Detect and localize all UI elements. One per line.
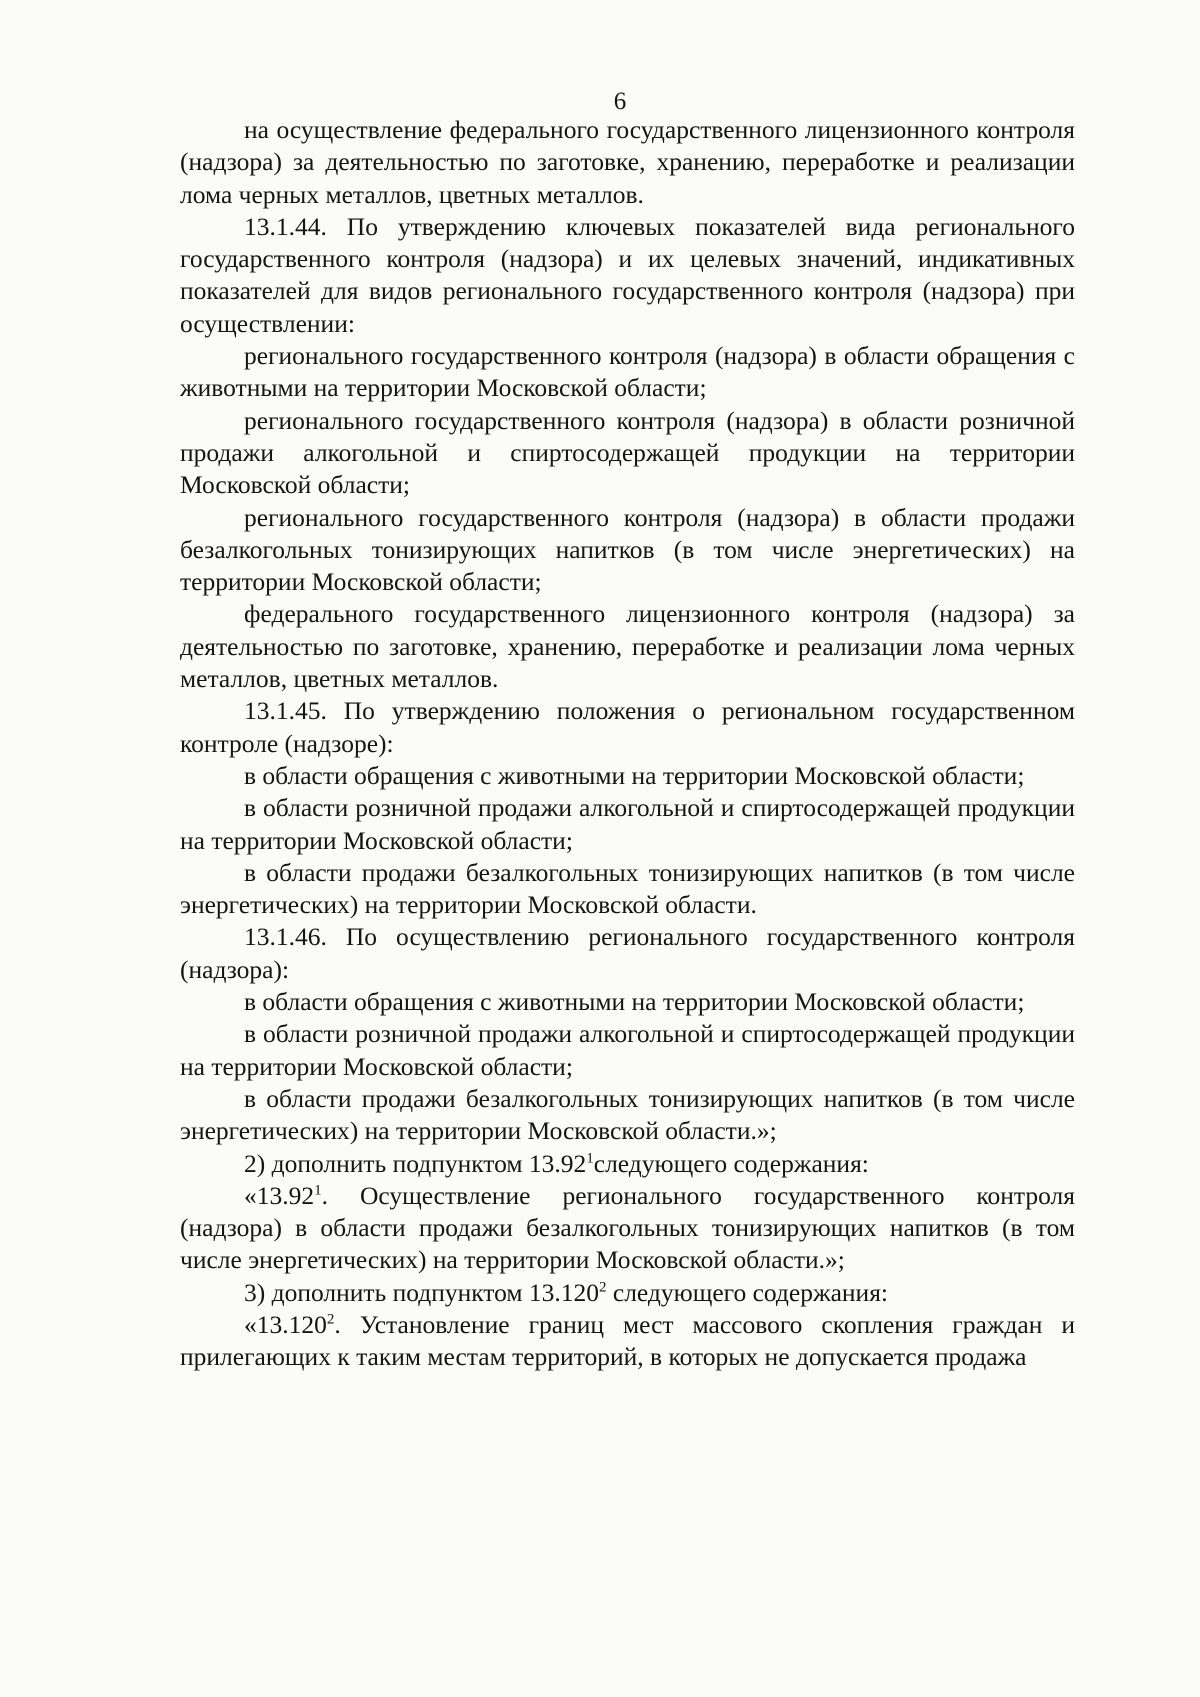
paragraph: в области розничной продажи алкогольной и спиртосодержащей продукции на территории Московской области;: [180, 793, 1075, 855]
superscript: 1: [586, 1150, 594, 1166]
paragraph: в области продажи безалкогольных тонизирующих напитков (в том числе энергетических) на территории Московской области.»;: [180, 1083, 1075, 1146]
paragraph: на осуществление федерального государственного лицензионного контроля (надзора) за деятельностью по заготовке, хранению, переработке и реализации лома черных металлов, цветных металлов.: [180, 115, 1075, 209]
amendment-text: 3) дополнить подпунктом 13.120: [244, 1277, 600, 1307]
quoted-subpoint-13-120-2: [180, 1309, 1075, 1374]
superscript: 2: [599, 1279, 607, 1296]
superscript: 2: [326, 1311, 335, 1328]
paragraph: в области обращения с животными на территории Московской области;: [244, 760, 1025, 790]
paragraph: регионального государственного контроля (надзора) в области продажи безалкогольных тонизирующих напитков (в том числе энергетических) на территории Московской области;: [180, 502, 1075, 597]
paragraph: 13.1.46. По осуществлению регионального государственного контроля (надзора):: [180, 922, 1075, 984]
document-body: [180, 114, 1075, 1374]
paragraph: федерального государственного лицензионного контроля (надзора) за деятельностью по заготовке, хранению, переработке и реализации лома черных металлов, цветных металлов.: [180, 599, 1075, 694]
paragraph: 13.1.44. По утверждению ключевых показателей вида регионального государственного контроля (надзора) и их целевых значений, индикативных показателей для видов регионального государственного контроля (надзора) при осуществлении:: [180, 211, 1075, 338]
superscript: 1: [314, 1182, 322, 1199]
amendment-text: следующего содержания:: [606, 1277, 889, 1307]
paragraph: в области обращения с животными на территории Московской области;: [244, 987, 1025, 1017]
paragraph: регионального государственного контроля (надзора) в области обращения с животными на территории Московской области;: [180, 341, 1075, 403]
amendment-item-3: [180, 1277, 1075, 1309]
paragraph: 13.1.45. По утверждению положения о региональном государственном контроле (надзоре):: [180, 696, 1075, 758]
amendment-item-2: [180, 1148, 1075, 1180]
amendment-text: следующего содержания:: [593, 1148, 869, 1178]
quoted-subpoint-13-92-1: [180, 1180, 1075, 1277]
quote-text: . Осуществление регионального государственного контроля (надзора) в области продажи безалкогольных тонизирующих напитков (в том числе энергетических) на территории Московской области.»;: [180, 1180, 1075, 1275]
amendment-text: 2) дополнить подпунктом 13.92: [244, 1148, 587, 1178]
paragraph: в области розничной продажи алкогольной и спиртосодержащей продукции на территории Московской области;: [180, 1019, 1075, 1081]
quote-text: . Установление границ мест массового скопления граждан и прилегающих к таким местам территорий, в которых не допускается продажа: [180, 1309, 1075, 1372]
quote-text: «13.92: [244, 1180, 315, 1210]
page-number: 6: [613, 88, 627, 115]
paragraph: регионального государственного контроля (надзора) в области розничной продажи алкогольной и спиртосодержащей продукции на территории Московской области;: [180, 405, 1075, 500]
paragraph: в области продажи безалкогольных тонизирующих напитков (в том числе энергетических) на территории Московской области.: [180, 857, 1075, 920]
quote-text: «13.120: [244, 1309, 327, 1339]
